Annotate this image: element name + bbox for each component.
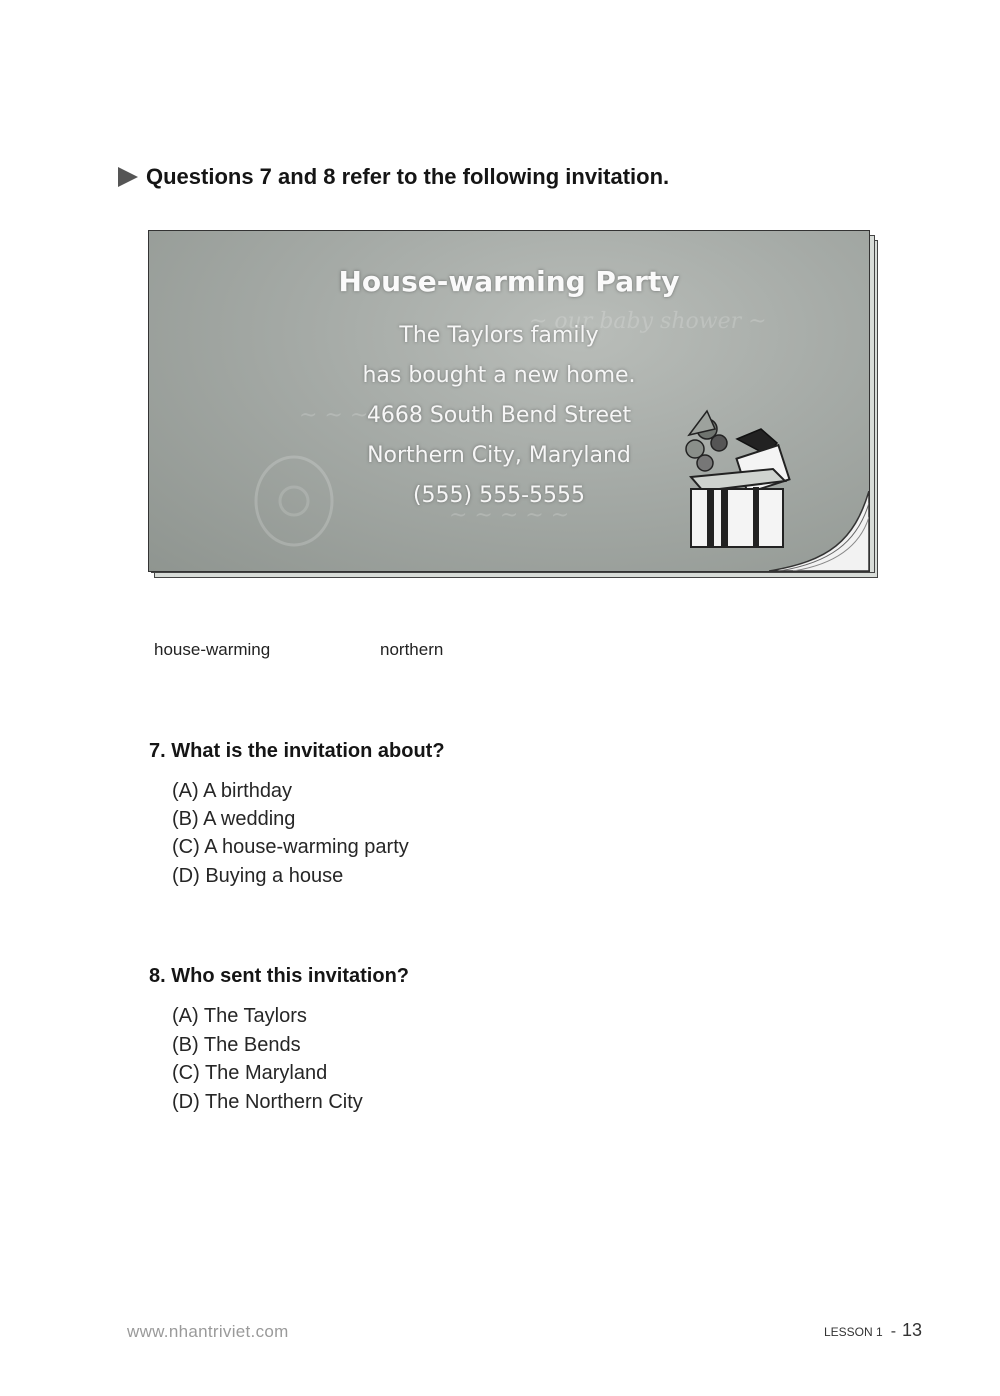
footer-lesson: LESSON 1 xyxy=(824,1325,883,1339)
question-8-option-a[interactable]: (A) The Taylors xyxy=(172,1005,307,1027)
question-7-option-b[interactable]: (B) A wedding xyxy=(172,808,296,830)
question-8-option-d[interactable]: (D) The Northern City xyxy=(172,1091,363,1113)
question-7-option-c[interactable]: (C) A house-warming party xyxy=(172,836,409,858)
play-arrow-icon xyxy=(118,167,138,187)
background-flourish: ~ our baby shower ~ xyxy=(529,309,767,334)
question-8-option-c[interactable]: (C) The Maryland xyxy=(172,1062,328,1084)
background-flourish: ~ ~ ~ xyxy=(299,403,369,428)
invitation-city: Northern City, Maryland xyxy=(367,443,631,468)
question-8-title: 8. Who sent this invitation? xyxy=(149,965,409,987)
footer-page-label xyxy=(824,1320,922,1341)
background-flourish: ~ ~ ~ ~ ~ xyxy=(449,503,570,528)
section-heading xyxy=(118,164,669,190)
invitation-card xyxy=(148,230,880,582)
invitation-phone: (555) 555-5555 xyxy=(412,483,586,508)
invitation-host: The Taylors family xyxy=(399,323,599,348)
footer-dash: - xyxy=(890,1323,897,1340)
footer-website: www.nhantriviet.com xyxy=(127,1322,289,1341)
question-8-option-b[interactable]: (B) The Bends xyxy=(172,1034,301,1056)
footer-page-number: 13 xyxy=(902,1320,923,1340)
vocab-word: northern xyxy=(380,640,444,659)
vocab-word: house-warming xyxy=(154,640,271,659)
section-heading-text: Questions 7 and 8 refer to the following invitation. xyxy=(146,164,670,189)
question-7-title: 7. What is the invitation about? xyxy=(149,740,445,762)
invitation-front xyxy=(148,230,870,572)
question-7-option-d[interactable]: (D) Buying a house xyxy=(172,865,344,887)
question-7-option-a[interactable]: (A) A birthday xyxy=(172,780,293,802)
page-curl-icon xyxy=(769,491,869,571)
invitation-title: House-warming Party xyxy=(338,265,680,298)
invitation-message: has bought a new home. xyxy=(362,363,636,388)
invitation-street: 4668 South Bend Street xyxy=(366,403,632,428)
